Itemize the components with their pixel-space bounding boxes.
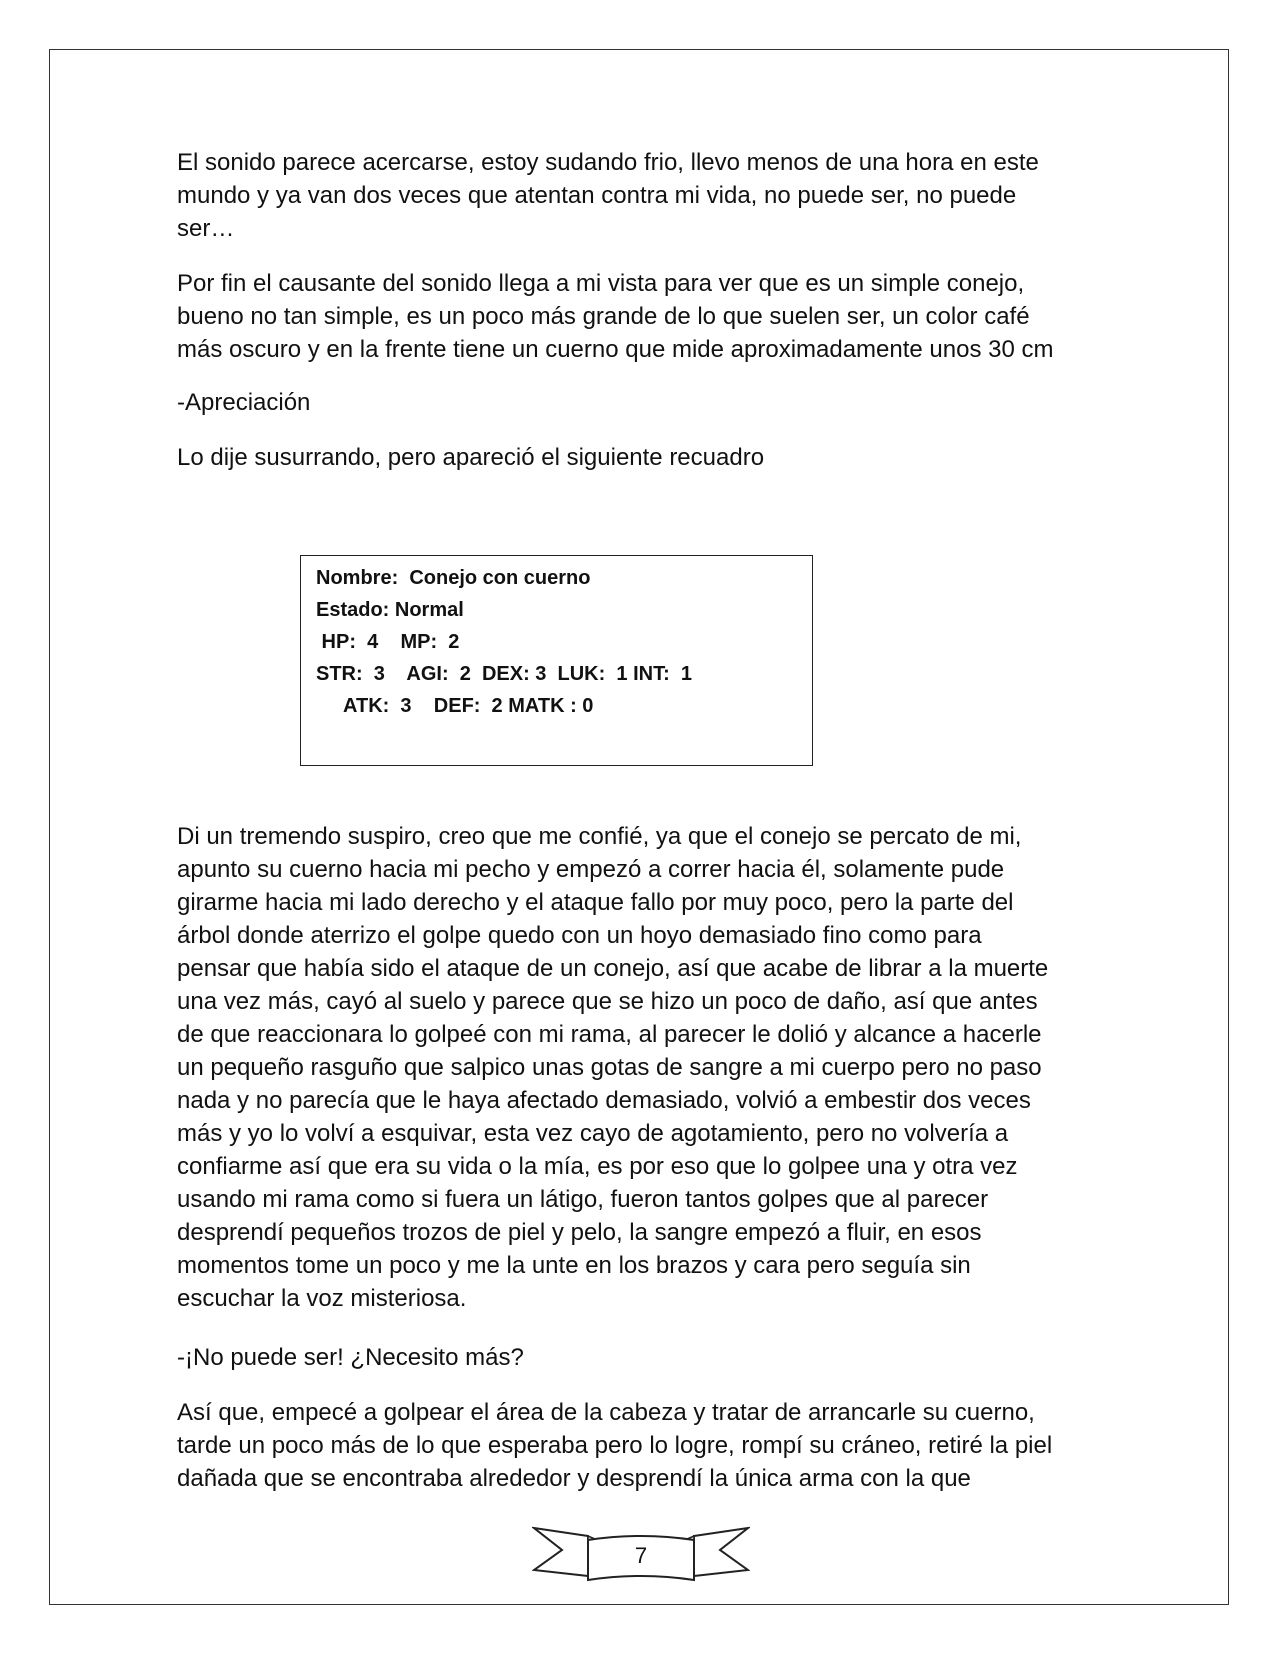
paragraph-rabbit-appears: Por fin el causante del sonido llega a mi vista para ver que es un simple conejo, bueno no tan simple, es un poco más grande de lo que suelen ser, un color café más oscuro y en la frente tiene un cuerno que mide aproximadamente unos 30 cm (177, 270, 1054, 363)
paragraph-appraisal-call: -Apreciación (177, 389, 311, 416)
stat-name: Nombre: Conejo con cuerno (316, 567, 591, 589)
paragraph-sound-approaching: El sonido parece acercarse, estoy sudando frio, llevo menos de una hora en este mundo y ya van dos veces que atentan contra mi vida, no puede ser, no puede ser… (177, 149, 1039, 242)
page-number: 7 (634, 1543, 648, 1568)
paragraph-fight: Di un tremendo suspiro, creo que me confié, ya que el conejo se percato de mi, apunto su cuerno hacia mi pecho y empezó a correr hacia él, solamente pude girarme hacia mi lado derecho y el ataque fallo por muy poco, pero la parte del árbol donde aterrizo el golpe quedo con un hoyo demasiado fino como para pensar que había sido el ataque de un conejo, así que acabe de librar a la muerte una vez más, cayó al suelo y parece que se hizo un poco de daño, así que antes de que reaccionara lo golpeé con mi rama, al parecer le dolió y alcance a hacerle un pequeño rasguño que salpico unas gotas de sangre a mi cuerpo pero no paso nada y no parecía que le haya afectado demasiado, volvió a embestir dos veces más y yo lo volví a esquivar, esta vez cayo de agotamiento, pero no volvería a confiarme así que era su vida o la mía, es por eso que lo golpee una y otra vez usando mi rama como si fuera un látigo, fueron tantos golpes que al parecer desprendí pequeños trozos de piel y pelo, la sangre empezó a fluir, en esos momentos tome un poco y me la unte en los brazos y cara pero seguía sin escuchar la voz misteriosa. (177, 823, 1049, 1312)
paragraph-exclamation: -¡No puede ser! ¿Necesito más? (177, 1344, 524, 1371)
stat-hp-mp: HP: 4 MP: 2 (316, 631, 460, 653)
stat-attributes: STR: 3 AGI: 2 DEX: 3 LUK: 1 INT: 1 (316, 663, 692, 685)
stat-combat: ATK: 3 DEF: 2 MATK : 0 (316, 695, 594, 717)
paragraph-horn-removal: Así que, empecé a golpear el área de la cabeza y tratar de arrancarle su cuerno, tarde un poco más de lo que esperaba pero lo logre, rompí su cráneo, retiré la piel dañada que se encontraba alrededor y desprendí la única arma con la que (177, 1399, 1053, 1492)
paragraph-whisper: Lo dije susurrando, pero apareció el siguiente recuadro (177, 444, 765, 471)
stat-state: Estado: Normal (316, 599, 464, 621)
status-window (300, 555, 813, 766)
